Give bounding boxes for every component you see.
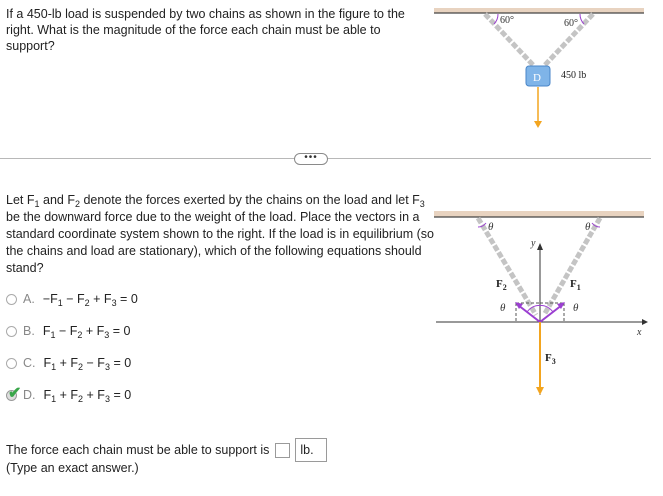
intro-text bbox=[6, 192, 434, 277]
vector-f1 bbox=[540, 305, 562, 322]
answer-hint: (Type an exact answer.) bbox=[6, 461, 139, 475]
y-axis-label: y bbox=[531, 238, 536, 249]
f2-label: $F_2$ bbox=[496, 278, 507, 292]
ceiling-top bbox=[434, 8, 644, 13]
intro-sub: 2 bbox=[74, 199, 80, 209]
vector-f3-head bbox=[536, 387, 544, 395]
figure-top-chains bbox=[430, 4, 650, 134]
angle-left-top-label: 60° bbox=[500, 15, 514, 26]
chain-left-bottom bbox=[478, 218, 536, 315]
option-equation: $F_1 + F_2 + F_3 = 0$ bbox=[43, 388, 132, 404]
weight-arrowhead-top bbox=[534, 121, 542, 128]
option-a[interactable] bbox=[6, 290, 138, 308]
figure-bottom-vectors bbox=[432, 205, 657, 405]
f3-label: $F_3$ bbox=[545, 352, 556, 366]
option-b[interactable] bbox=[6, 322, 130, 340]
theta-right-label: θ bbox=[585, 221, 591, 233]
f1-label: $F_1$ bbox=[570, 278, 581, 292]
option-d[interactable] bbox=[6, 386, 131, 404]
radio-a[interactable] bbox=[6, 294, 17, 305]
option-equation: $-F_1 - F_2 + F_3 = 0$ bbox=[42, 292, 138, 308]
option-equation: $F_1 - F_2 + F_3 = 0$ bbox=[42, 324, 131, 340]
answer-line bbox=[6, 438, 327, 462]
option-letter: A. bbox=[23, 292, 35, 306]
angle-right-top-label: 60° bbox=[564, 18, 578, 29]
intro-sub: 1 bbox=[34, 199, 40, 209]
option-letter: B. bbox=[23, 324, 35, 338]
radio-d[interactable] bbox=[6, 384, 22, 402]
option-c[interactable] bbox=[6, 354, 131, 372]
chain-right-bottom bbox=[544, 218, 600, 315]
intro-part: and F bbox=[39, 193, 75, 207]
more-button[interactable]: ••• bbox=[294, 153, 328, 165]
x-axis-arrow bbox=[642, 319, 648, 325]
answer-input[interactable] bbox=[275, 443, 290, 458]
intro-sub: 3 bbox=[419, 199, 425, 209]
answer-unit: lb. bbox=[295, 438, 326, 462]
ceiling-bottom bbox=[434, 211, 644, 217]
option-letter: C. bbox=[23, 356, 36, 370]
option-equation: $F_1 + F_2 - F_3 = 0$ bbox=[43, 356, 132, 372]
option-letter: D. bbox=[23, 388, 36, 402]
load-label: D bbox=[533, 72, 541, 84]
radio-c[interactable] bbox=[6, 358, 17, 369]
intro-part: Let F bbox=[6, 193, 35, 207]
answer-prompt: The force each chain must be able to support is bbox=[6, 443, 270, 457]
radio-b[interactable] bbox=[6, 326, 17, 337]
theta-f2-label: θ bbox=[500, 302, 506, 314]
question-text: If a 450-lb load is suspended by two chains as shown in the figure to the right. What is the magnitude of the force each chain must be able to support? bbox=[6, 7, 405, 53]
weight-label: 450 lb bbox=[561, 70, 587, 81]
theta-left-label: θ bbox=[488, 221, 494, 233]
theta-f1-label: θ bbox=[573, 302, 579, 314]
y-axis-arrow bbox=[537, 243, 543, 250]
intro-part: denote the forces exerted by the chains on the load and let F bbox=[79, 193, 420, 207]
intro-part: be the downward force due to the weight of the load. Place the vectors in a standard coordinate system shown to the right. If the load is in equilibrium (so the chains and load are stationary), which of the following equations should stand? bbox=[6, 210, 434, 275]
checkmark-icon: ✔ bbox=[8, 384, 22, 402]
x-axis-label: x bbox=[637, 327, 642, 338]
